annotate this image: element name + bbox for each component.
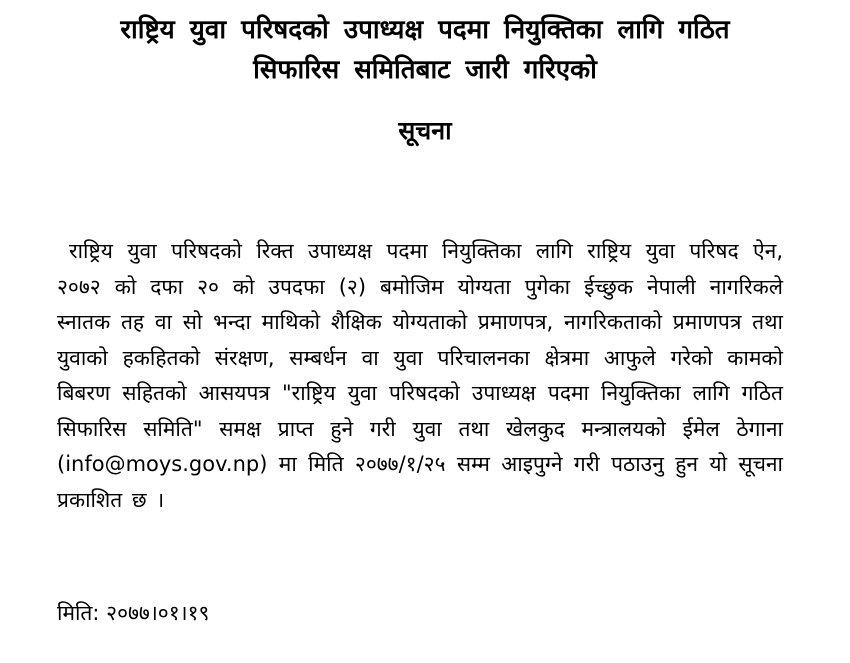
heading-line-1: राष्ट्रिय युवा परिषदको उपाध्यक्ष पदमा नियुक्तिका लागि गठित bbox=[120, 15, 730, 45]
notice-body: राष्ट्रिय युवा परिषदको रिक्त उपाध्यक्ष पदमा नियुक्तिका लागि राष्ट्रिय युवा परिषद ऐन, २०७२ को दफा २० को उपदफा (२) बमोजिम योग्यता पुगेका ईच्छुक नेपाली नागरिकले स्नातक तह वा सो भन्दा माथिको शैक्षिक योग्यताको प्रमाणपत्र, नागरिकताको प्रमाणपत्र तथा युवाको हकहितको संरक्षण, सम्बर्धन वा युवा परिचालनका क्षेत्रमा आफुले गरेको कामको बिबरण सहितको आसयपत्र "राष्ट्रिय युवा परिषदको उपाध्यक्ष पदमा नियुक्तिका लागि गठित सिफारिस समिति" समक्ष प्राप्त हुने गरी युवा तथा खेलकुद मन्त्रालयको ईमेल ठेगाना (info@moys.gov.np) मा मिति २०७७/१/२५ सम्म आइपुग्ने गरी पठाउनु हुन यो सूचना प्रकाशित छ । bbox=[57, 239, 783, 512]
notice-heading bbox=[0, 10, 850, 90]
heading-line-2: सिफारिस समितिबाट जारी गरिएको bbox=[253, 55, 597, 85]
notice-date bbox=[57, 597, 209, 629]
date-label: मिति: bbox=[57, 601, 100, 625]
date-value: २०७७।०१।१९ bbox=[106, 601, 210, 625]
notice-title: सूचना bbox=[398, 116, 452, 145]
